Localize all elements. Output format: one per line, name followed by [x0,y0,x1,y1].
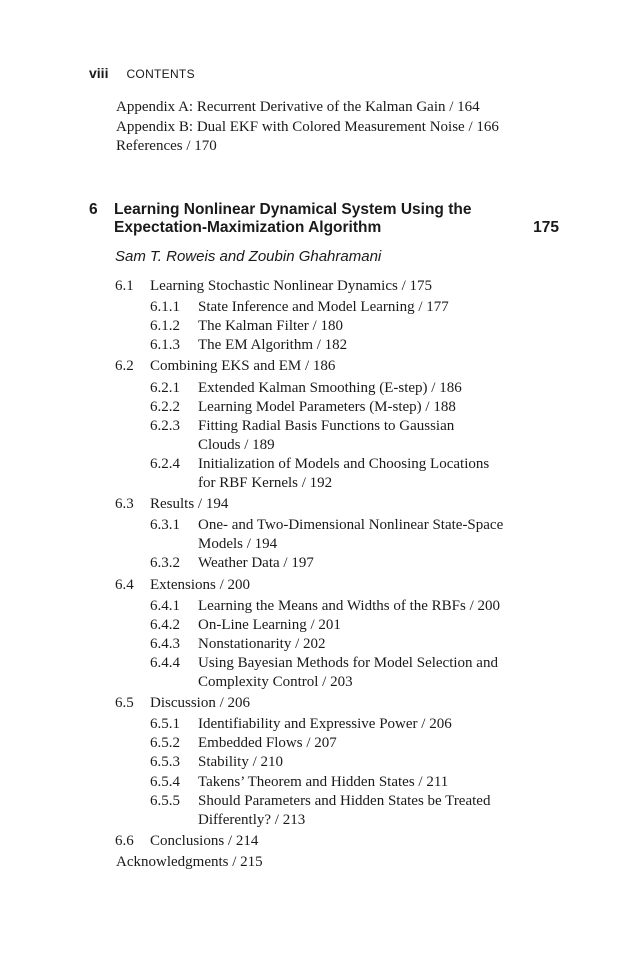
subsection-entry: Embedded Flows / 207 [198,735,337,752]
subsection-number: 6.3.1 [150,517,180,534]
subsection-number: 6.4.2 [150,616,180,633]
subsection-number: 6.2.1 [150,379,180,396]
section-number: 6.3 [115,496,134,513]
subsection-entry: Clouds / 189 [198,436,275,453]
subsection-entry: Identifiability and Expressive Power / 206 [198,716,452,733]
subsection-entry: Learning the Means and Widths of the RBFs / 200 [198,597,500,614]
chapter-number: 6 [89,201,98,218]
subsection-number: 6.4.4 [150,654,180,671]
subsection-entry: Weather Data / 197 [198,555,314,572]
subsection-number: 6.1.2 [150,318,180,335]
section-entry: Results / 194 [150,496,229,513]
subsection-entry: The Kalman Filter / 180 [198,318,343,335]
subsection-number: 6.5.4 [150,773,180,790]
subsection-entry: Differently? / 213 [198,811,306,828]
subsection-entry: Stability / 210 [198,754,284,771]
section-number: 6.1 [115,278,134,294]
subsection-entry: Models / 194 [198,536,278,553]
subsection-entry: Using Bayesian Methods for Model Selection and [198,654,498,671]
toc-entry-appendix-a: Appendix A: Recurrent Derivative of the Kalman Gain / 164 [116,99,480,115]
section-entry: Extensions / 200 [150,576,250,593]
subsection-entry: Extended Kalman Smoothing (E-step) / 186 [198,379,462,396]
subsection-number: 6.4.1 [150,597,180,614]
subsection-entry: Nonstationarity / 202 [198,635,326,652]
section-number: 6.5 [115,695,134,712]
subsection-entry: Should Parameters and Hidden States be Treated [198,792,491,809]
subsection-entry: Takens’ Theorem and Hidden States / 211 [198,773,449,790]
chapter-page-number: 175 [533,219,559,236]
page-folio: viii [89,65,109,81]
subsection-number: 6.2.3 [150,417,180,434]
chapter-title-line-1: Learning Nonlinear Dynamical System Using the [114,201,472,218]
section-entry: Discussion / 206 [150,695,251,712]
toc-entry-appendix-b: Appendix B: Dual EKF with Colored Measurement Noise / 166 [116,119,499,135]
subsection-entry: Fitting Radial Basis Functions to Gaussian [198,417,455,434]
subsection-number: 6.5.2 [150,735,180,752]
subsection-number: 6.2.4 [150,455,180,472]
subsection-number: 6.5.1 [150,716,180,733]
subsection-entry: Learning Model Parameters (M-step) / 188 [198,398,456,415]
subsection-number: 6.3.2 [150,555,180,572]
subsection-entry: Initialization of Models and Choosing Locations [198,455,490,472]
subsection-entry: One- and Two-Dimensional Nonlinear State-Space [198,517,504,534]
subsection-entry: for RBF Kernels / 192 [198,475,333,491]
section-number: 6.4 [115,576,134,593]
section-entry: Conclusions / 214 [150,832,259,849]
section-entry: Combining EKS and EM / 186 [150,358,336,375]
section-entry: Learning Stochastic Nonlinear Dynamics / 175 [150,278,433,294]
chapter-title-line-2: Expectation-Maximization Algorithm [114,219,382,236]
running-head-label: CONTENTS [126,67,195,81]
chapter-authors: Sam T. Roweis and Zoubin Ghahramani [115,248,382,265]
subsection-number: 6.1.3 [150,337,180,354]
subsection-number: 6.5.3 [150,754,180,771]
subsection-entry: The EM Algorithm / 182 [198,337,348,354]
subsection-number: 6.2.2 [150,398,180,415]
toc-entry-references: References / 170 [116,138,217,154]
subsection-number: 6.1.1 [150,299,180,316]
subsection-entry: On-Line Learning / 201 [198,616,341,633]
subsection-entry: Complexity Control / 203 [198,674,353,690]
subsection-entry: State Inference and Model Learning / 177 [198,299,449,316]
running-head [89,66,195,82]
toc-entry-acknowledgments: Acknowledgments / 215 [116,853,263,870]
section-number: 6.6 [115,832,134,849]
subsection-number: 6.4.3 [150,635,180,652]
subsection-number: 6.5.5 [150,792,180,809]
section-number: 6.2 [115,358,134,375]
